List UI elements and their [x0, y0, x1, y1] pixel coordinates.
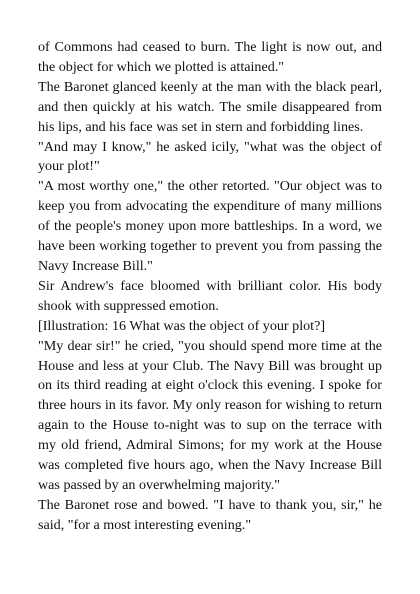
page-text: [38, 38, 382, 536]
paragraph-3: "And may I know," he asked icily, "what was the object of your plot!": [38, 138, 382, 175]
paragraph-4: "A most worthy one," the other retorted. "Our object was to keep you from advocating the expenditure of many millions of the people's money upon more battleships. In a word, we have been working together to prevent you from passing the Navy Increase Bill.": [38, 178, 382, 274]
paragraph-6: "My dear sir!" he cried, "you should spend more time at the House and less at your Club. The Navy Bill was brought up on its third reading at eight o'clock this evening. I spoke for three hours in its favor. My only reason for wishing to return again to the House to-night was to sup on the terrace with my old friend, Admiral Simons; for my work at the House was completed five hours ago, when the Navy Increase Bill was passed by an overwhelming majority.": [38, 337, 382, 493]
paragraph-2: The Baronet glanced keenly at the man with the black pearl, and then quickly at his watch. The smile disappeared from his lips, and his face was set in stern and forbidding lines.: [38, 78, 382, 135]
paragraph-5: Sir Andrew's face bloomed with brilliant color. His body shook with suppressed emotion.: [38, 277, 382, 314]
paragraph-7: The Baronet rose and bowed. "I have to thank you, sir," he said, "for a most interesting evening.": [38, 496, 382, 533]
illustration-caption: [Illustration: 16 What was the object of your plot?]: [38, 317, 326, 334]
paragraph-1: of Commons had ceased to burn. The light is now out, and the object for which we plotted is attained.": [38, 39, 382, 75]
